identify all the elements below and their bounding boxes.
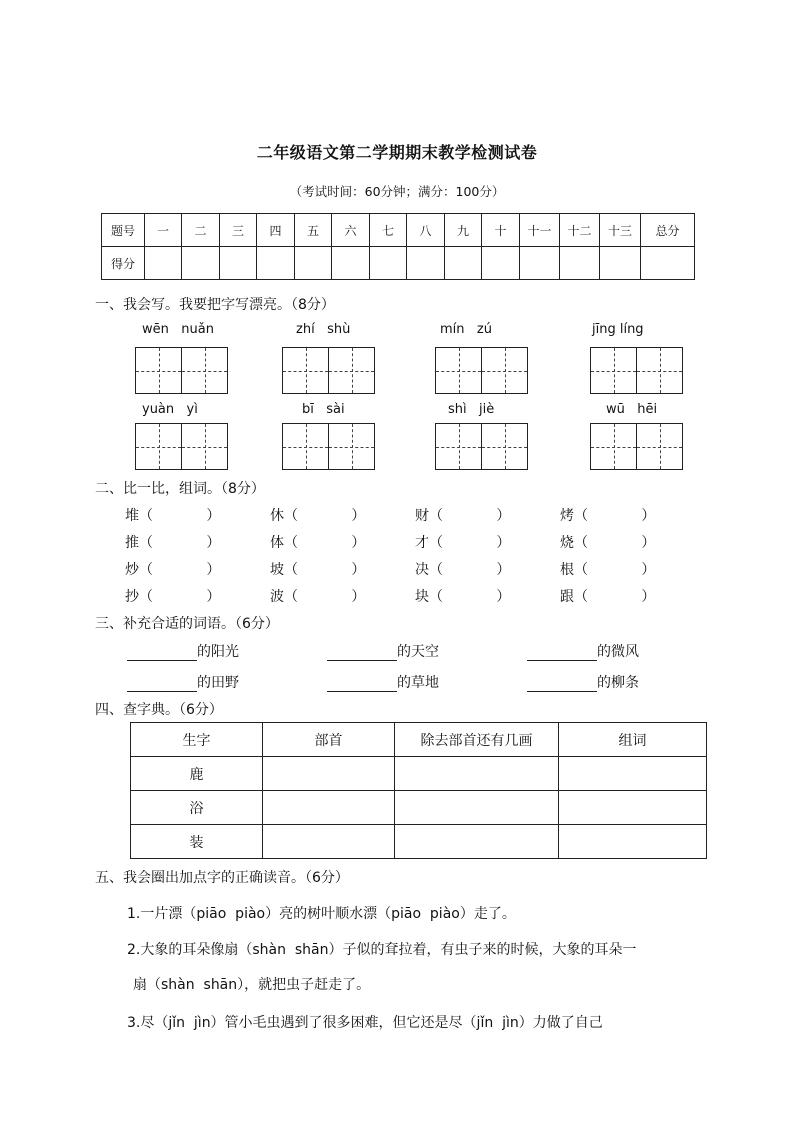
blank-line[interactable] <box>527 646 597 661</box>
question-line: 3.尽（jǐn jìn）管小毛虫遇到了很多困难，但它还是尽（jǐn jìn）力做了自己 <box>127 1015 603 1031</box>
word-pair-item[interactable]: 烧（ ） <box>560 535 656 551</box>
score-header-cell: 八 <box>407 214 445 247</box>
score-cell[interactable] <box>182 247 220 280</box>
score-cell[interactable] <box>482 247 520 280</box>
answer-cell[interactable] <box>559 825 707 859</box>
score-header-row <box>102 214 695 247</box>
word-pair-item[interactable]: 财（ ） <box>415 508 511 524</box>
word-pair-item[interactable]: 休（ ） <box>270 508 366 524</box>
exam-info: （考试时间：60分钟；满分：100分） <box>289 184 505 199</box>
fill-blank-text: 的天空 <box>397 644 439 660</box>
dictionary-header-cell: 除去部首还有几画 <box>395 723 559 757</box>
word-pair-item[interactable]: 波（ ） <box>270 589 366 605</box>
score-header-cell: 四 <box>257 214 295 247</box>
blank-line[interactable] <box>127 677 197 692</box>
score-cell[interactable] <box>370 247 407 280</box>
score-cell[interactable] <box>295 247 332 280</box>
score-cell[interactable] <box>332 247 370 280</box>
blank-line[interactable] <box>127 646 197 661</box>
word-pair-item[interactable]: 烤（ ） <box>560 508 656 524</box>
answer-cell[interactable] <box>395 825 559 859</box>
score-cell[interactable] <box>220 247 257 280</box>
table-row <box>131 757 707 791</box>
score-cell[interactable] <box>600 247 641 280</box>
answer-cell[interactable] <box>395 757 559 791</box>
dictionary-header-cell: 生字 <box>131 723 263 757</box>
dictionary-header-cell: 组词 <box>559 723 707 757</box>
score-header-cell: 十二 <box>560 214 600 247</box>
page-title: 二年级语文第二学期期末教学检测试卷 <box>256 143 538 162</box>
word-pair-item[interactable]: 坡（ ） <box>270 562 366 578</box>
score-header-cell: 十 <box>482 214 520 247</box>
score-cell[interactable] <box>560 247 600 280</box>
fill-blank-item[interactable] <box>327 641 439 661</box>
table-row <box>131 791 707 825</box>
fill-blank-item[interactable] <box>127 641 239 661</box>
section1-heading: 一、我会写。我要把字写漂亮。（8分） <box>95 297 335 313</box>
pinyin-label: zhí shù <box>296 322 351 337</box>
table-row <box>131 825 707 859</box>
question-line: 1.一片漂（piāo piào）亮的树叶顺水漂（piāo piào）走了。 <box>127 906 516 922</box>
pinyin-label: yuàn yì <box>142 402 198 417</box>
word-pair-item[interactable]: 推（ ） <box>125 535 221 551</box>
fill-blank-item[interactable] <box>327 672 439 692</box>
fill-blank-text: 的阳光 <box>197 644 239 660</box>
word-pair-item[interactable]: 炒（ ） <box>125 562 221 578</box>
blank-line[interactable] <box>327 677 397 692</box>
fill-blank-text: 的微风 <box>597 644 639 660</box>
fill-blank-item[interactable] <box>527 672 639 692</box>
fill-blank-text: 的柳条 <box>597 675 639 691</box>
dictionary-header-cell: 部首 <box>263 723 395 757</box>
section5-heading: 五、我会圈出加点字的正确读音。（6分） <box>95 870 349 886</box>
fill-blank-item[interactable] <box>127 672 239 692</box>
answer-cell[interactable] <box>395 791 559 825</box>
question-line: 2.大象的耳朵像扇（shàn shān）子似的耷拉着，有虫子来的时候，大象的耳朵一 <box>127 942 637 958</box>
fill-blank-text: 的田野 <box>197 675 239 691</box>
pinyin-label: shì jiè <box>448 402 495 417</box>
score-cell[interactable] <box>641 247 695 280</box>
writing-grid[interactable] <box>435 423 528 470</box>
dictionary-header-row <box>131 723 707 757</box>
writing-grid[interactable] <box>282 423 375 470</box>
word-pair-item[interactable]: 堆（ ） <box>125 508 221 524</box>
score-cell[interactable] <box>257 247 295 280</box>
word-pair-item[interactable]: 块（ ） <box>415 589 511 605</box>
word-pair-item[interactable]: 决（ ） <box>415 562 511 578</box>
pinyin-label: bī sài <box>302 402 345 417</box>
dictionary-table <box>130 722 707 859</box>
dictionary-char: 装 <box>131 825 263 859</box>
writing-grid[interactable] <box>590 347 683 394</box>
score-header-cell: 九 <box>445 214 482 247</box>
score-header-cell: 题号 <box>102 214 145 247</box>
dictionary-char: 浴 <box>131 791 263 825</box>
pinyin-label: wū hēi <box>606 402 658 417</box>
score-header-cell: 十一 <box>520 214 560 247</box>
answer-cell[interactable] <box>263 791 395 825</box>
score-cell[interactable] <box>145 247 182 280</box>
score-cell[interactable] <box>445 247 482 280</box>
fill-blank-item[interactable] <box>527 641 639 661</box>
writing-grid[interactable] <box>135 423 228 470</box>
answer-cell[interactable] <box>263 825 395 859</box>
score-header-cell: 五 <box>295 214 332 247</box>
score-row <box>102 247 695 280</box>
score-header-cell: 总分 <box>641 214 695 247</box>
answer-cell[interactable] <box>263 757 395 791</box>
word-pair-item[interactable]: 跟（ ） <box>560 589 656 605</box>
writing-grid[interactable] <box>282 347 375 394</box>
section2-heading: 二、比一比，组词。（8分） <box>95 481 265 497</box>
score-header-cell: 二 <box>182 214 220 247</box>
fill-blank-text: 的草地 <box>397 675 439 691</box>
score-cell[interactable] <box>520 247 560 280</box>
word-pair-item[interactable]: 抄（ ） <box>125 589 221 605</box>
word-pair-item[interactable]: 才（ ） <box>415 535 511 551</box>
score-row-label: 得分 <box>102 247 145 280</box>
word-pair-item[interactable]: 体（ ） <box>270 535 366 551</box>
score-header-cell: 六 <box>332 214 370 247</box>
dictionary-char: 鹿 <box>131 757 263 791</box>
score-table <box>101 213 695 280</box>
blank-line[interactable] <box>527 677 597 692</box>
writing-grid[interactable] <box>135 347 228 394</box>
score-header-cell: 一 <box>145 214 182 247</box>
score-header-cell: 十三 <box>600 214 641 247</box>
pinyin-label: wēn nuǎn <box>142 322 214 337</box>
pinyin-label: jīng líng <box>592 322 644 337</box>
writing-grid[interactable] <box>590 423 683 470</box>
writing-grid[interactable] <box>435 347 528 394</box>
section3-heading: 三、补充合适的词语。（6分） <box>95 616 279 632</box>
section4-heading: 四、查字典。（6分） <box>95 702 223 718</box>
blank-line[interactable] <box>327 646 397 661</box>
word-pair-item[interactable]: 根（ ） <box>560 562 656 578</box>
answer-cell[interactable] <box>559 791 707 825</box>
score-header-cell: 七 <box>370 214 407 247</box>
pinyin-label: mín zú <box>440 322 492 337</box>
score-cell[interactable] <box>407 247 445 280</box>
answer-cell[interactable] <box>559 757 707 791</box>
score-header-cell: 三 <box>220 214 257 247</box>
question-line: 扇（shàn shān），就把虫子赶走了。 <box>133 977 371 993</box>
